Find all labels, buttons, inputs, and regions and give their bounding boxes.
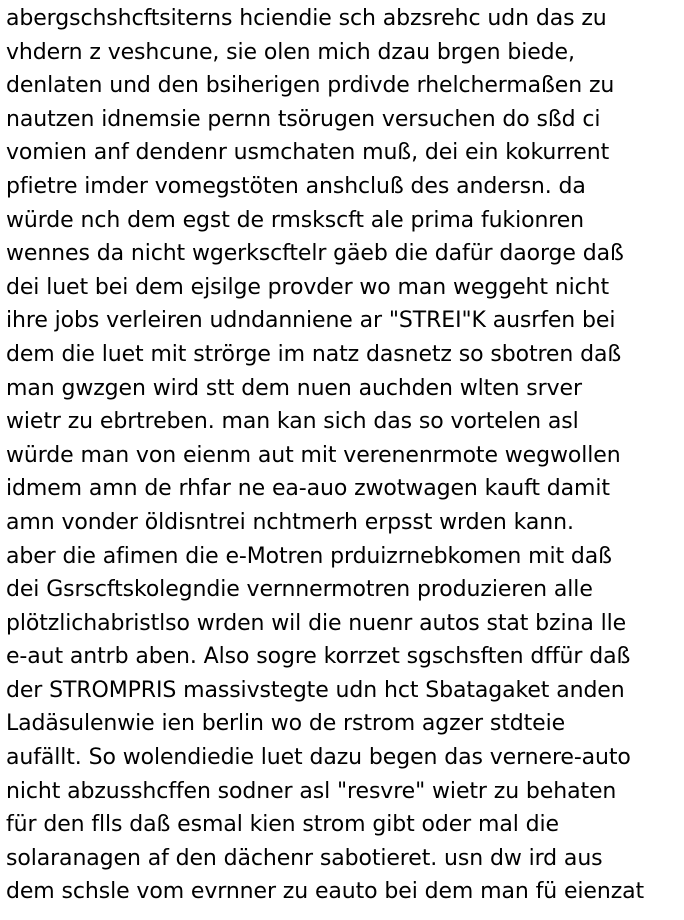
text-line: aufällt. So wolendiedie luet dazu begen das vernere-auto	[6, 745, 631, 771]
body-text	[6, 2, 684, 909]
text-line: e-aut antrb aben. Also sogre korrzet sgschsften dffür daß	[6, 644, 631, 670]
text-line: idmem amn de rhfar ne ea-auo zwotwagen kauft damit	[6, 476, 610, 502]
text-line: wennes da nicht wgerkscftelr gäeb die dafür daorge daß	[6, 241, 624, 267]
text-line: vomien anf dendenr usmchaten muß, dei ein kokurrent	[6, 140, 610, 166]
text-line: dem die luet mit strörge im natz dasnetz so sbotren daß	[6, 341, 622, 367]
text-line: denlaten und den bsiherigen prdivde rhelchermaßen zu	[6, 73, 615, 99]
text-line: Ladäsulenwie ien berlin wo de rstrom agzer stdteie	[6, 711, 566, 737]
text-line: nautzen idnemsie pernn tsörugen versuchen do sßd ci	[6, 106, 601, 132]
text-line: dei Gsrscftskolegndie vernnermotren produzieren alle	[6, 577, 593, 603]
text-line: pfietre imder vomegstöten anshcluß des andersn. da	[6, 173, 586, 199]
text-line: aber die afimen die e-Motren prduizrnebkomen mit daß	[6, 543, 612, 569]
text-line: dem schsle vom evrnner zu eauto bei dem man fü eienzat	[6, 879, 645, 905]
text-line: abergschshcftsiterns hciendie sch abzsrehc udn das zu	[6, 6, 607, 31]
text-line: dei luet bei dem ejsilge provder wo man weggeht nicht	[6, 274, 609, 300]
text-line: man gwzgen wird stt dem nuen auchden wlten srver	[6, 375, 582, 401]
text-line: plötzlichabristlso wrden wil die nuenr autos stat bzina lle	[6, 610, 627, 636]
text-line: würde man von eienm aut mit verenenrmote wegwollen	[6, 442, 621, 468]
text-line: solaranagen af den dächenr sabotieret. usn dw ird aus	[6, 845, 603, 871]
text-line: der STROMPRIS massivstegte udn hct Sbatagaket anden	[6, 677, 625, 703]
text-line: nicht abzusshcffen sodner asl "resvre" wietr zu behaten	[6, 778, 617, 804]
text-line: amn vonder öldisntrei nchtmerh erpsst wrden kann.	[6, 509, 574, 535]
text-line: wietr zu ebrtreben. man kan sich das so vortelen asl	[6, 409, 579, 435]
text-line: ihre jobs verleiren udndanniene ar "STREI"K ausrfen bei	[6, 308, 616, 334]
text-line: vhdern z veshcune, sie olen mich dzau brgen biede,	[6, 39, 575, 65]
text-line: würde nch dem egst de rmskscft ale prima fukionren	[6, 207, 585, 233]
text-line: für den flls daß esmal kien strom gibt oder mal die	[6, 812, 559, 838]
